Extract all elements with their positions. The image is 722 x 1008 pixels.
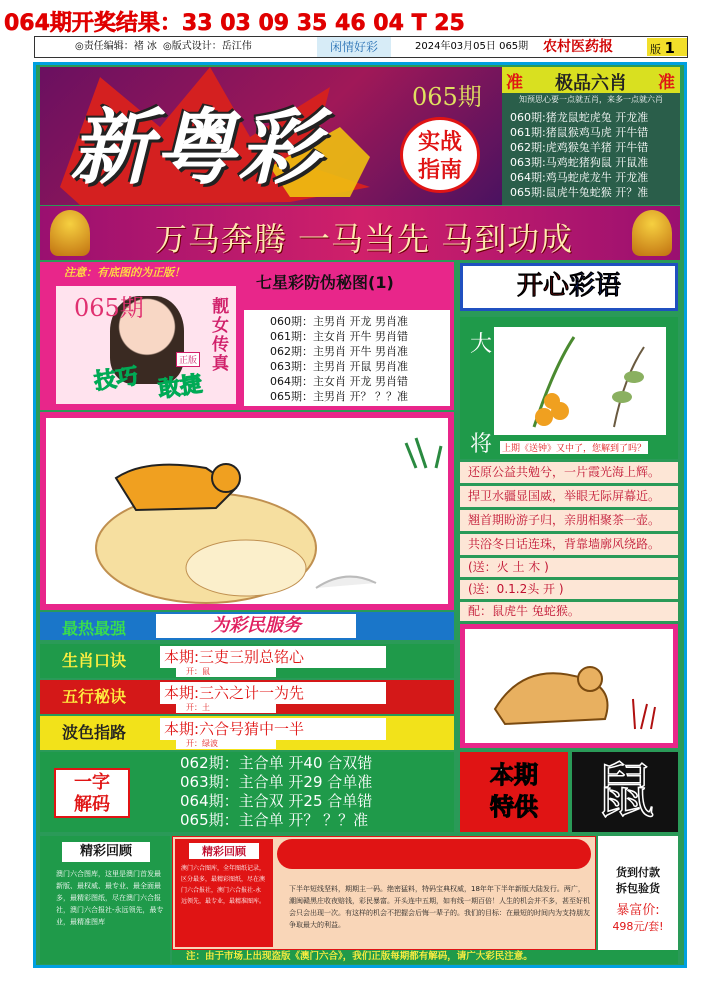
list-item: 063期:马鸡蛇猪狗鼠 开鼠准 [510, 156, 649, 169]
buddha-icon [632, 210, 672, 256]
review-left-title: 精彩回顾 [62, 842, 150, 862]
list-item: 060期：主男肖 开龙 男肖准 [270, 315, 408, 328]
poem-line: 翘首期盼游子归，亲朋相聚茶一壶。 [460, 510, 678, 531]
poem-line: 捍卫水疆显国威，举眼无际屏幕近。 [460, 486, 678, 507]
cod-price: 498元/套! [612, 920, 664, 933]
list-item: 063期：主合单 开29 合单准 [180, 773, 373, 791]
decode-list [180, 754, 372, 830]
tip-text: 本期:三吏三别总铭心 [160, 646, 386, 668]
poem-clue: 配：鼠虎牛 兔蛇猴。 [460, 602, 678, 621]
page-label: 版 [650, 43, 661, 56]
animal-picture-frame [460, 624, 678, 748]
tip-row-color [40, 716, 454, 750]
service-left: 最热最强 [62, 619, 127, 638]
six-animals-title: 极品六肖 [555, 73, 627, 94]
tip-label: 五行秘诀 [62, 687, 127, 706]
tip-open: 开：鼠 [176, 667, 276, 677]
page-number: 1 [664, 39, 675, 57]
poem-clue: (送：火 土 木 ) [460, 558, 678, 577]
girl-card-slogan2: 敢捷 [156, 372, 204, 403]
masthead [40, 67, 502, 205]
masthead-title: 新粤彩 [70, 101, 322, 196]
puzzle-caption: 上期《送钟》又中了，您解到了吗？ [500, 441, 648, 454]
review-left [40, 836, 170, 964]
poem-line: 共浴冬日话连珠，背靠墙廓风绕路。 [460, 534, 678, 555]
date-issue: 2024年03月05日 065期 [415, 41, 529, 52]
list-item: 062期：主男肖 开牛 男肖准 [270, 345, 408, 358]
review-mid-text: 澳门六合图库，全年图纸记录，区分最多，最精彩图纸，尽在澳门六合报社，澳门六合报社-永远领先，最专业，最精准图库。 [181, 865, 266, 905]
girl-section [40, 262, 454, 410]
decode-label-1: 一字 [74, 772, 110, 793]
review-left-text: 澳门六合图库，这里是澳门首发最新版、最权威、最专业、最全面最多，最精彩图纸，尽在澳门六合报社，澳门六合报社-永远领先，最专业，最精准图库 [56, 870, 164, 926]
vegetable-illustration [494, 327, 666, 435]
special-char: 鼠 [595, 757, 655, 827]
badge-line1: 实战 [417, 130, 462, 155]
badge-line2: 指南 [417, 158, 462, 183]
girl-card-side: 靓女传真 [212, 297, 229, 374]
decode-section [40, 752, 454, 832]
poem-block [460, 462, 678, 622]
editor: ◎责任编辑：褚 冰 [75, 41, 157, 52]
seven-star-box [244, 310, 450, 406]
girl-card-seal: 正版 [176, 352, 200, 367]
tiger-illustration [46, 418, 448, 604]
authentic-note: 注意：有底图的为正版！ [64, 266, 185, 279]
cod-line3: 暴富价: [616, 903, 660, 918]
animal-illustration [465, 629, 673, 743]
cod-line1: 货到付款 [616, 866, 660, 879]
promo-red-bar [277, 839, 591, 869]
decode-label-box [54, 768, 130, 818]
poem-clue: (送：0.1.2头 开 ) [460, 580, 678, 599]
list-item: 064期：主合双 开25 合单错 [180, 792, 373, 810]
list-item: 062期：主合单 开40 合双错 [180, 754, 373, 772]
corner-left: 准 [506, 73, 523, 93]
service-right: 为彩民服务 [156, 614, 356, 638]
puzzle-image [494, 327, 666, 435]
tip-row-elements [40, 680, 454, 714]
tip-label: 生肖口诀 [62, 651, 127, 670]
list-item: 065期：主男肖 开？ ？？准 [270, 390, 408, 403]
list-item: 063期：主男肖 开鼠 男肖准 [270, 360, 408, 373]
puzzle-char-bottom: 将 [470, 432, 493, 457]
list-item: 064期:鸡马蛇虎龙牛 开龙准 [510, 171, 649, 184]
footer-notice [172, 950, 678, 964]
list-item: 061期：主女肖 开牛 男肖错 [270, 330, 408, 343]
girl-card-slogan1: 技巧 [92, 364, 140, 395]
happy-title-box [460, 263, 678, 311]
slogan-banner [40, 206, 680, 260]
masthead-issue: 065期 [412, 83, 482, 111]
list-item: 065期:鼠虎牛兔蛇猴 开？准 [510, 186, 649, 199]
six-animals-box [502, 67, 680, 205]
six-animals-list [510, 109, 648, 199]
tip-text: 本期:六合号猜中一半 [160, 718, 386, 740]
column-logo: 闲情好彩 [317, 37, 391, 57]
list-item: 060期:猪龙鼠蛇虎兔 开龙准 [510, 111, 649, 124]
promo-text: 下半年短线坚料，期期主一码。绝密猛料，特码宝典权威，18年年下半年新版大陆发行。两广，潮闽赣黑庄收夜赔钱，彩民暴富。开头连中五期，如有线一期百倍！人生的机会并不多，甚至好机会只会出现一次。有这样的机会不把握会后悔一辈子的。我们的目标：在最短的时间内为支持朋友争取最大的利益。 [289, 885, 590, 929]
decode-label-2: 解码 [74, 794, 110, 815]
strategy-badge [400, 117, 480, 193]
tip-label: 波色指路 [62, 723, 127, 742]
buddha-icon [50, 210, 90, 256]
tiger-picture-frame [40, 412, 454, 610]
happy-puzzle [460, 317, 678, 459]
review-mid-title: 精彩回顾 [189, 843, 259, 859]
happy-title-2: 彩语 [569, 271, 622, 301]
cod-box [598, 836, 678, 950]
review-mid [172, 836, 596, 950]
tip-open: 开：土 [176, 703, 276, 713]
tip-row-zodiac [40, 644, 454, 678]
corner-right: 准 [658, 73, 675, 93]
special-line1: 本期 [490, 761, 538, 789]
list-item: 062期:虎鸡猴兔羊猪 开牛错 [510, 141, 649, 154]
list-item: 065期：主合单 开？ ？？准 [180, 811, 369, 829]
footer-text: 注：由于市场上出现盗版《澳门六合》，我们正版每期都有解码，请广大彩民注意。 [186, 951, 533, 962]
puzzle-char-top: 大 [470, 332, 493, 357]
headline: 064期开奖结果：33 03 09 35 46 04 T 25 [4, 11, 465, 36]
tip-open: 开：绿波 [176, 739, 276, 749]
special-char-box [572, 752, 678, 832]
list-item: 064期：主女肖 开龙 男肖错 [270, 375, 408, 388]
seven-star-title: 七星彩防伪秘图(1) [256, 273, 394, 292]
service-bar [40, 612, 454, 640]
girl-card [56, 286, 236, 404]
list-item: 061期:猪鼠猴鸡马虎 开牛错 [510, 126, 649, 139]
special-line2: 特供 [490, 793, 538, 821]
header-bar [34, 36, 688, 58]
six-animals-subtitle: 知预思心要一点就五肖，来多一点就六肖 [519, 95, 663, 104]
cod-line2: 拆包验货 [616, 882, 660, 895]
girl-card-issue: 065期 [74, 294, 144, 322]
special-supply-box [460, 752, 568, 832]
happy-title-1: 开心 [516, 271, 569, 301]
designer: ◎版式设计：岳江伟 [163, 41, 252, 52]
poem-line: 还原公益共勉兮，一片霞光海上辉。 [460, 462, 678, 483]
review-mid-box [175, 839, 273, 947]
paper-name: 农村医药报 [543, 39, 613, 55]
banner-text: 万马奔腾 一马当先 马到功成 [154, 220, 574, 258]
tip-text: 本期:三六之计一为先 [160, 682, 386, 704]
